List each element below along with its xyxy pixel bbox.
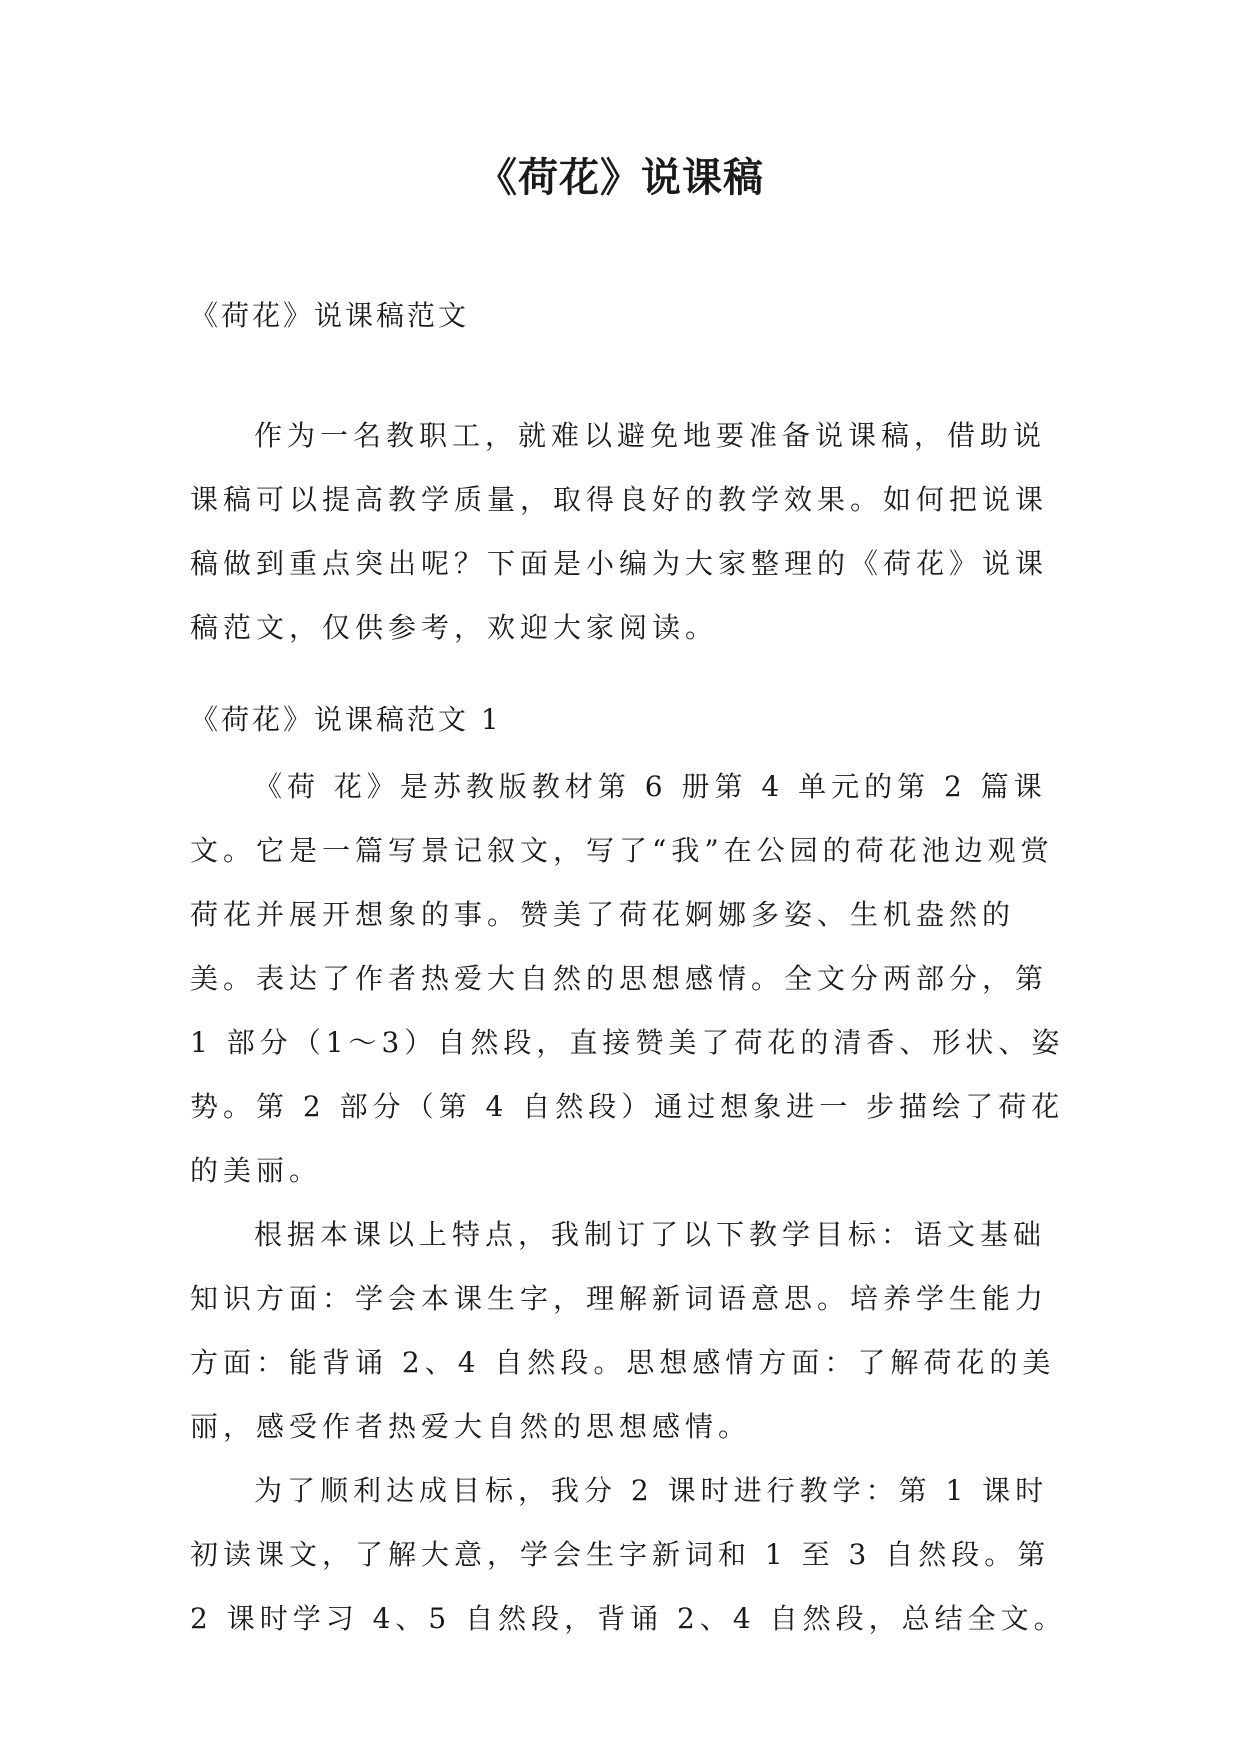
section-heading: 《荷花》说课稿范文 1 <box>190 703 502 736</box>
section-body <box>190 755 1070 1651</box>
intro-paragraph: 作为一名教职工，就难以避免地要准备说课稿，借助说课稿可以提高教学质量，取得良好的教学效果。如何把说课稿做到重点突出呢？下面是小编为大家整理的《荷花》说课稿范文，仅供参考，欢迎大家阅读。 <box>190 419 1049 644</box>
document-title: 《荷花》说课稿 <box>477 155 764 201</box>
document-subtitle: 《荷花》说课稿范文 <box>190 299 470 332</box>
body-paragraph: 为了顺利达成目标，我分 2 课时进行教学：第 1 课时初读课文，了解大意，学会生字新词和 1 至 3 自然段。第 2 课时学习 4、5 自然段，背诵 2、4 自然段，总结全文。 <box>190 1474 1067 1635</box>
body-paragraph: 《荷 花》是苏教版教材第 6 册第 4 单元的第 2 篇课文。它是一篇写景记叙文，写了“我”在公园的荷花池边观赏荷花并展开想象的事。赞美了荷花婀娜多姿、生机盎然的 美。表达了作者热爱大自然的思想感情。全文分两部分，第 1 部分（1～3）自然段，直接赞美了荷花的清香、形状、姿势。第 2 部分（第 4 自然段）通过想象进一 步描绘了荷花的美丽。 <box>190 770 1065 1187</box>
body-paragraph: 根据本课以上特点，我制订了以下教学目标：语文基础知识方面：学会本课生字，理解新词语意思。培养学生能力方面：能背诵 2、4 自然段。思想感情方面：了解荷花的美丽，感受作者热爱大自然的思想感情。 <box>190 1218 1056 1443</box>
